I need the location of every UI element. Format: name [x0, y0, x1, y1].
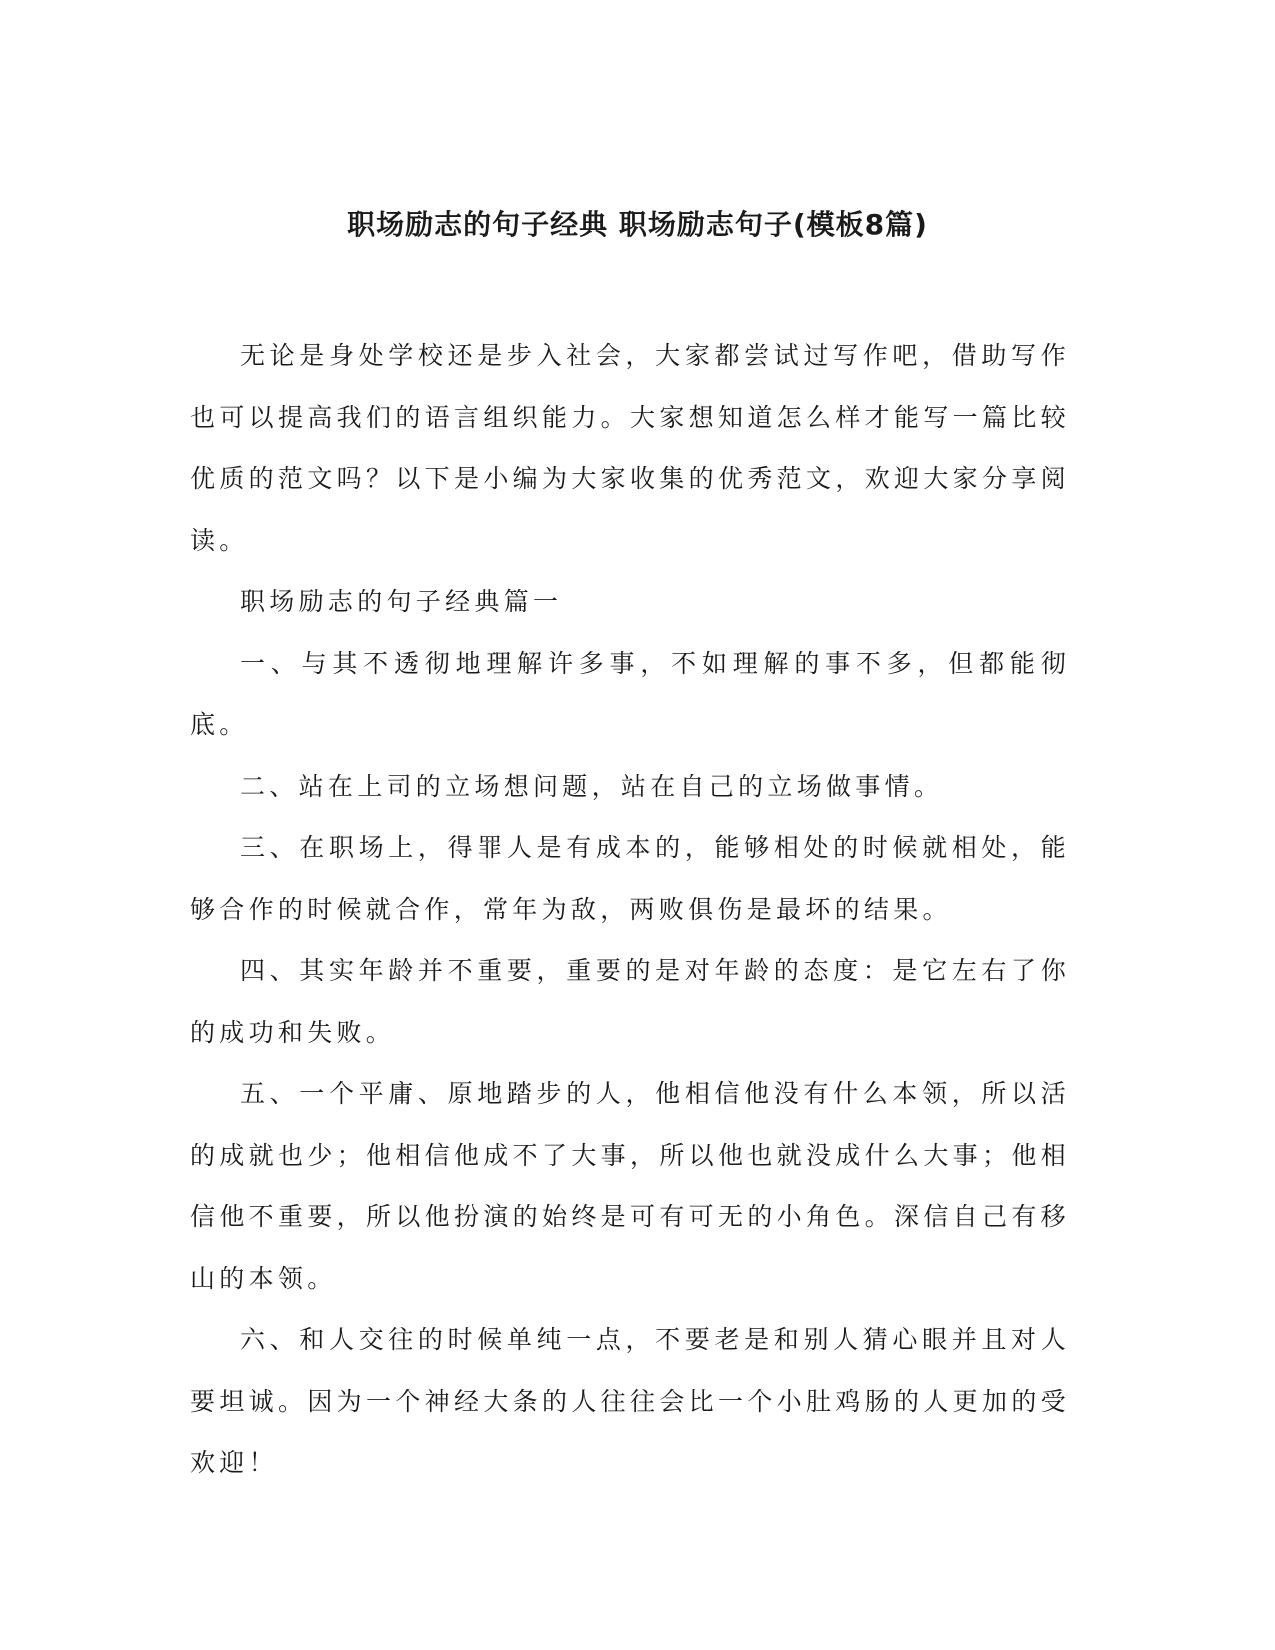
list-item: 五、一个平庸、原地踏步的人，他相信他没有什么本领，所以活的成就也少；他相信他成不了大事，所以他也就没成什么大事；他相信他不重要，所以他扮演的始终是可有可无的小角色。深信自己有移山的本领。 — [190, 1079, 1070, 1293]
list-item: 六、和人交往的时候单纯一点，不要老是和别人猜心眼并且对人要坦诚。因为一个神经大条的人往往会比一个小肚鸡肠的人更加的受欢迎！ — [190, 1325, 1070, 1477]
document-title: 职场励志的句子经典 职场励志句子(模板8篇) — [347, 208, 928, 241]
document-body — [190, 325, 1070, 1494]
list-item: 三、在职场上，得罪人是有成本的，能够相处的时候就相处，能够合作的时候就合作，常年为敌，两败俱伤是最坏的结果。 — [190, 833, 1070, 924]
section-heading: 职场励志的句子经典篇一 — [240, 587, 563, 616]
intro-paragraph: 无论是身处学校还是步入社会，大家都尝试过写作吧，借助写作也可以提高我们的语言组织能力。大家想知道怎么样才能写一篇比较优质的范文吗？以下是小编为大家收集的优秀范文，欢迎大家分享阅读。 — [190, 341, 1070, 555]
list-item: 一、与其不透彻地理解许多事，不如理解的事不多，但都能彻底。 — [190, 648, 1070, 739]
list-item: 四、其实年龄并不重要，重要的是对年龄的态度：是它左右了你的成功和失败。 — [190, 956, 1070, 1047]
list-item: 二、站在上司的立场想问题，站在自己的立场做事情。 — [240, 771, 944, 801]
